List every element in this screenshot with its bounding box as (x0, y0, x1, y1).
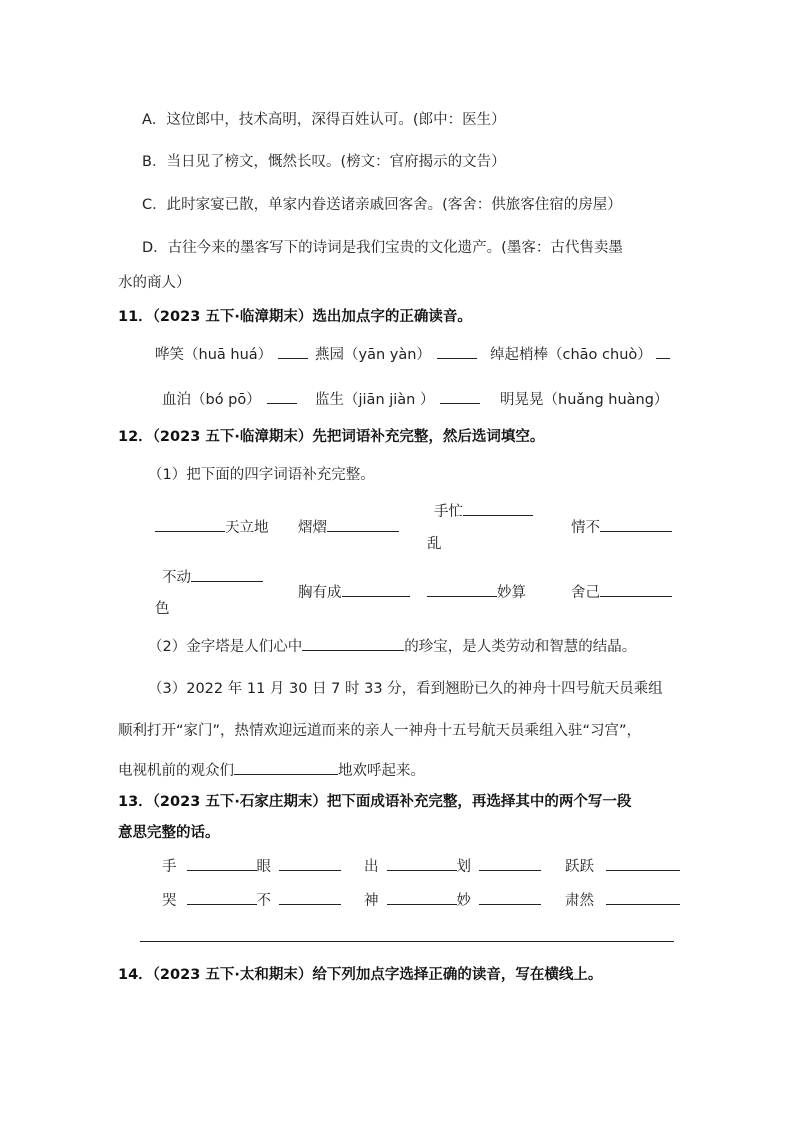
q11-item-2: 燕园（yān yàn） (315, 343, 477, 364)
word-cell-5: 不动 (162, 566, 263, 587)
answer-blank[interactable] (427, 582, 497, 597)
q11-item-4: 血泊（bó pō） (162, 388, 297, 409)
idiom-2: 出 划 (364, 855, 541, 876)
answer-blank[interactable] (234, 760, 338, 775)
answer-blank[interactable] (187, 890, 257, 905)
q13-heading-line2: 意思完整的话。 (118, 825, 220, 841)
idiom-4: 哭 不 (162, 889, 341, 910)
answer-blank[interactable] (278, 344, 308, 359)
answer-blank[interactable] (440, 389, 480, 404)
q12-sub3-line3: 电视机前的观众们 地欢呼起来。 (118, 759, 425, 780)
answer-blank[interactable] (279, 890, 341, 905)
idiom-5: 神 妙 (364, 889, 541, 910)
answer-blank[interactable] (479, 856, 541, 871)
word-cell-6: 胸有成 (298, 581, 410, 602)
q12-heading: 12．（2023 五下·临漳期末）先把词语补充完整，然后选词填空。 (118, 429, 545, 445)
answer-blank[interactable] (387, 856, 457, 871)
q11-heading: 11．（2023 五下·临漳期末）选出加点字的正确读音。 (118, 309, 472, 325)
option-c: C．此时家宴已散，单家内眷送诸亲戚回客舍。(客舍：供旅客住宿的房屋） (142, 197, 622, 213)
answer-blank[interactable] (191, 567, 263, 582)
q11-item-1: 哗笑（huā huá） (155, 343, 308, 364)
q12-sub2: （2）金字塔是人们心中 的珍宝，是人类劳动和智慧的结晶。 (148, 635, 636, 656)
option-d-line2: 水的商人） (118, 275, 191, 291)
q11-item-3: 绰起梢棒（chāo chuò） (490, 343, 670, 364)
q13-heading-line1: 13．（2023 五下·石家庄期末）把下面成语补充完整，再选择其中的两个写一段 (118, 794, 632, 810)
answer-blank[interactable] (656, 344, 670, 359)
answer-blank[interactable] (327, 517, 399, 532)
answer-blank[interactable] (600, 582, 672, 597)
answer-blank[interactable] (302, 636, 404, 651)
word-cell-5-tail: 色 (155, 601, 170, 617)
idiom-3: 跃跃 (565, 855, 680, 876)
idiom-1: 手 眼 (162, 855, 341, 876)
word-cell-7: 妙算 (427, 581, 526, 602)
answer-blank[interactable] (600, 517, 672, 532)
answer-blank[interactable] (279, 856, 341, 871)
idiom-6: 肃然 (565, 889, 680, 910)
word-cell-3: 手忙 (434, 500, 533, 521)
option-b: B．当日见了榜文，慨然长叹。(榜文：官府揭示的文告） (142, 154, 506, 170)
option-d-line1: D．古往今来的墨客写下的诗词是我们宝贵的文化遗产。(墨客：古代售卖墨 (142, 240, 623, 256)
word-cell-1: 天立地 (155, 516, 269, 537)
answer-blank[interactable] (437, 344, 477, 359)
answer-blank[interactable] (387, 890, 457, 905)
q12-sub3-line1: （3）2022 年 11 月 30 日 7 时 33 分，看到翘盼已久的神舟十四号航天员乘组 (148, 681, 663, 697)
option-a: A．这位郎中，技术高明，深得百姓认可。(郎中：医生） (142, 112, 506, 128)
writing-line[interactable] (140, 941, 674, 942)
word-cell-4: 情不 (571, 516, 672, 537)
answer-blank[interactable] (606, 890, 680, 905)
q12-sub3-line2: 顺利打开“家门”，热情欢迎远道而来的亲人一神舟十五号航天员乘组入驻“习宫”， (118, 723, 642, 739)
word-cell-3-tail: 乱 (427, 536, 442, 552)
q11-item-6: 明晃晃（huǎng huàng） (500, 392, 669, 408)
answer-blank[interactable] (155, 517, 225, 532)
answer-blank[interactable] (187, 856, 257, 871)
answer-blank[interactable] (463, 501, 533, 516)
answer-blank[interactable] (606, 856, 680, 871)
answer-blank[interactable] (342, 582, 410, 597)
q11-item-5: 监生（jiān jiàn ） (315, 388, 480, 409)
q12-sub1: （1）把下面的四字词语补充完整。 (148, 467, 375, 483)
word-cell-8: 舍己 (571, 581, 672, 602)
answer-blank[interactable] (267, 389, 297, 404)
word-cell-2: 熠熠 (298, 516, 399, 537)
q14-heading: 14．（2023 五下·太和期末）给下列加点字选择正确的读音，写在横线上。 (118, 967, 603, 983)
answer-blank[interactable] (479, 890, 541, 905)
